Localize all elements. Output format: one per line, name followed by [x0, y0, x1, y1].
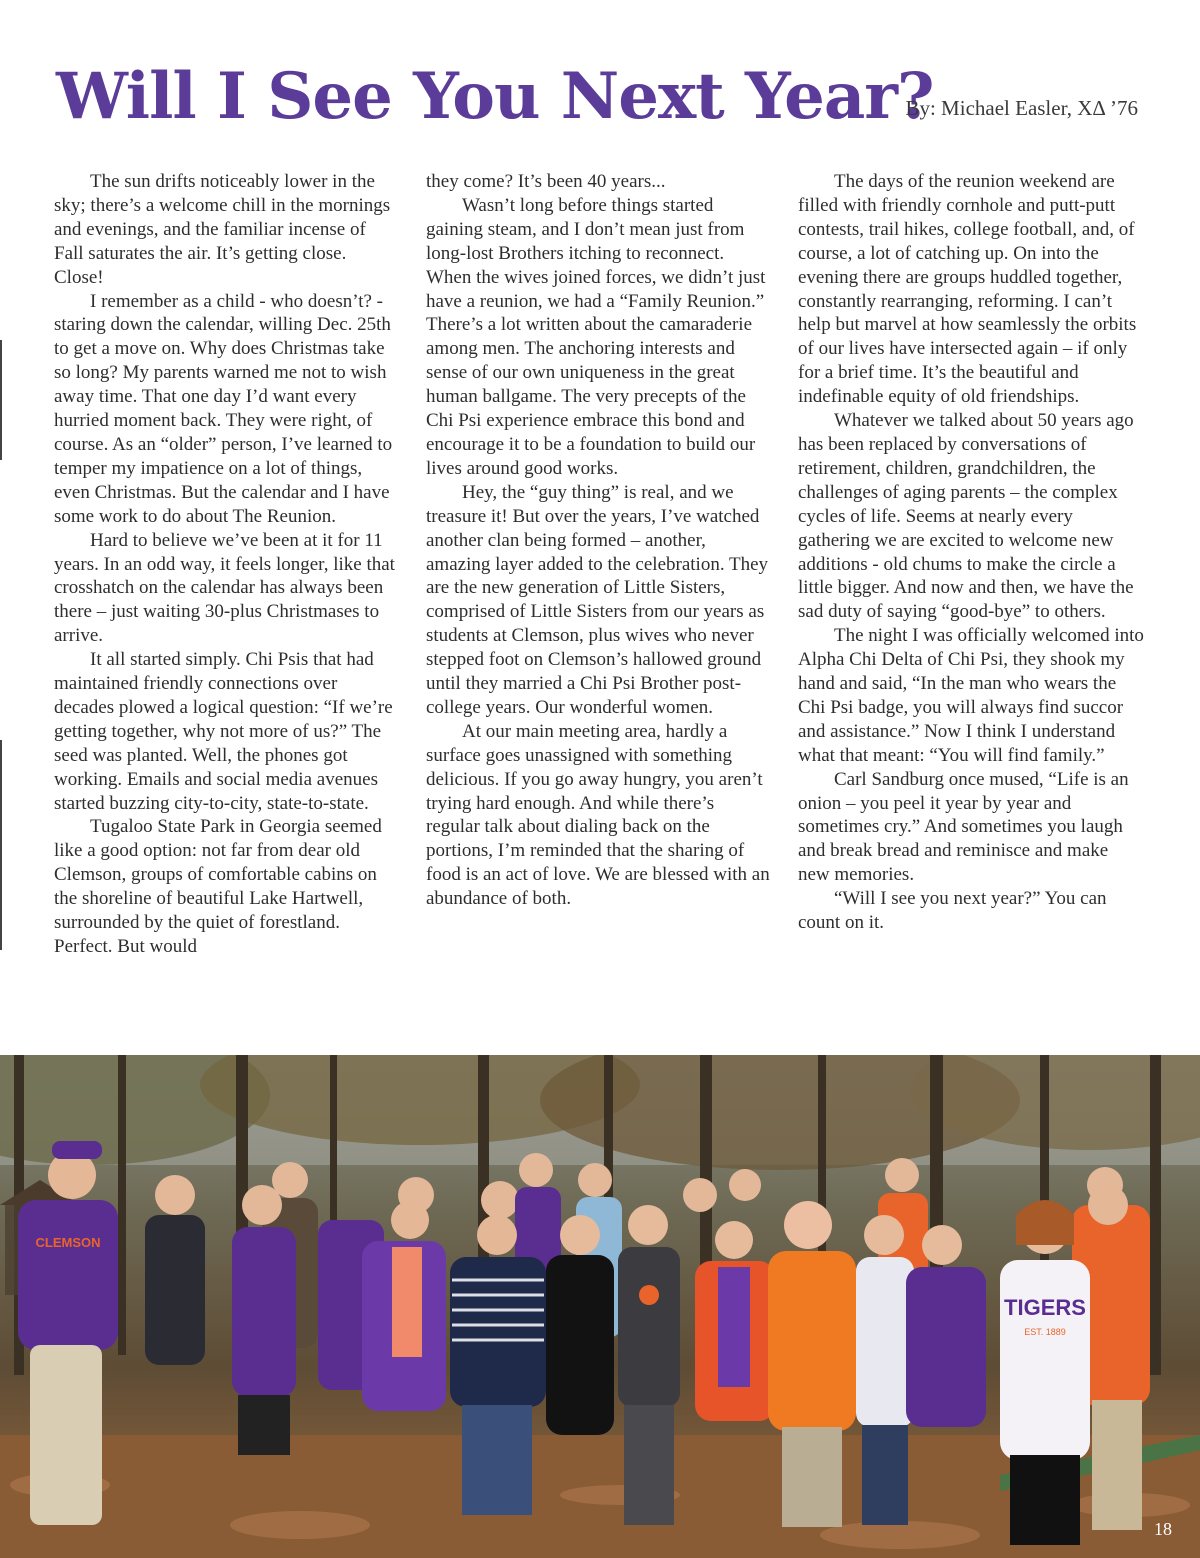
article-paragraph: they come? It’s been 40 years...	[426, 171, 666, 192]
article-title: Will I See You Next Year?	[56, 59, 934, 134]
article-paragraph: I remember as a child - who doesn’t? - staring down the calendar, willing Dec. 25th to get a move on. Why does Christmas take so long? My parents warned me not to wish away time. That one day I’d want every hurried moment back. They were right, of course. As an “older” person, I’ve learned to temper my impatience on a lot of things, even Christmas. But the calendar and I have some work to do about The Reunion.	[54, 290, 393, 527]
article-paragraph: Whatever we talked about 50 years ago has been replaced by conversations of retirement, children, grandchildren, the challenges of aging parents – the complex cycles of life. Seems at nearly every gathering we are excited to welcome new additions - old chums to make the circle a little bigger. And now and then, we have the sad duty of saying “good-bye” to others.	[798, 410, 1134, 623]
article-column-3	[798, 170, 1144, 1032]
article-paragraph: “Will I see you next year?” You can count on it.	[798, 888, 1107, 934]
margin-mark	[0, 340, 2, 460]
article-byline: By: Michael Easler, ΧΔ ’76	[905, 96, 1138, 120]
article-paragraph: At our main meeting area, hardly a surface goes unassigned with something delicious. If you go away hungry, you aren’t trying hard enough. And while there’s regular talk about dialing back on the portions, I’m reminded that the sharing of food is an act of love. We are blessed with an abundance of both.	[426, 720, 770, 910]
margin-mark	[0, 740, 2, 950]
article-column-2	[426, 170, 772, 1032]
article-paragraph: Carl Sandburg once mused, “Life is an onion – you peel it year by year and sometimes cry.” And sometimes you laugh and break bread and reminisce and make new memories.	[798, 768, 1129, 886]
tigers-shirt-text: TIGERS	[1004, 1295, 1086, 1320]
article-paragraph: Wasn’t long before things started gaining steam, and I don’t mean just from long-lost Brothers itching to reconnect. When the wives joined forces, we didn’t just have a reunion, we had a “Family Reunion.” There’s a lot written about the camaraderie among men. The anchoring interests and sense of our own uniqueness in the great human ballgame. The very precepts of the Chi Psi experience embrace this bond and encourage it to be a foundation to build our lives around good works.	[426, 194, 766, 479]
article-paragraph: Hey, the “guy thing” is real, and we treasure it! But over the years, I’ve watched another clan being formed – another, amazing layer added to the celebration. They are the new generation of Little Sisters, comprised of Little Sisters from our years as students at Clemson, plus wives who never stepped foot on Clemson’s hallowed ground until they married a Chi Psi Brother post-college years. Our wonderful women.	[426, 481, 769, 718]
article-paragraph: It all started simply. Chi Psis that had maintained friendly connections over decades plowed a logical question: “If we’re getting together, why not more of us?” The seed was planted. Well, the phones got working. Emails and social media avenues started buzzing city-to-city, state-to-state.	[54, 649, 393, 814]
est-shirt-text: EST. 1889	[1024, 1327, 1066, 1337]
group-photo	[0, 1055, 1200, 1558]
article-paragraph: The sun drifts noticeably lower in the sky; there’s a welcome chill in the mornings and evenings, and the familiar incense of Fall saturates the air. It’s getting close. Close!	[54, 171, 391, 288]
article-header	[56, 52, 1156, 142]
article-paragraph: Tugaloo State Park in Georgia seemed like a good option: not far from dear old Clemson, groups of comfortable cabins on the shoreline of beautiful Lake Hartwell, surrounded by the quiet of forestland. Perfect. But would	[54, 816, 382, 957]
group-photo-illustration	[0, 1055, 1200, 1558]
article-paragraph: The night I was officially welcomed into Alpha Chi Delta of Chi Psi, they shook my hand and said, “In the man who wears the Chi Psi badge, you will always find succor and assistance.” Now I think I understand what that meant: “You will find family.”	[798, 625, 1144, 766]
page-number: 18	[1154, 1519, 1172, 1539]
clemson-shirt-text: CLEMSON	[35, 1235, 101, 1250]
article-column-1	[54, 170, 400, 1032]
article-body	[54, 170, 1144, 1032]
article-paragraph: The days of the reunion weekend are filled with friendly cornhole and putt-putt contests, trail hikes, college football, and, of course, a lot of catching up. On into the evening there are groups huddled together, constantly rearranging, reforming. I can’t help but marvel at how seamlessly the orbits of our lives have intersected again – if only for a brief time. It’s the beautiful and indefinable equity of old friendships.	[798, 171, 1137, 408]
article-paragraph: Hard to believe we’ve been at it for 11 years. In an odd way, it feels longer, like that crosshatch on the calendar has always been there – just waiting 30-plus Christmases to arrive.	[54, 529, 395, 647]
